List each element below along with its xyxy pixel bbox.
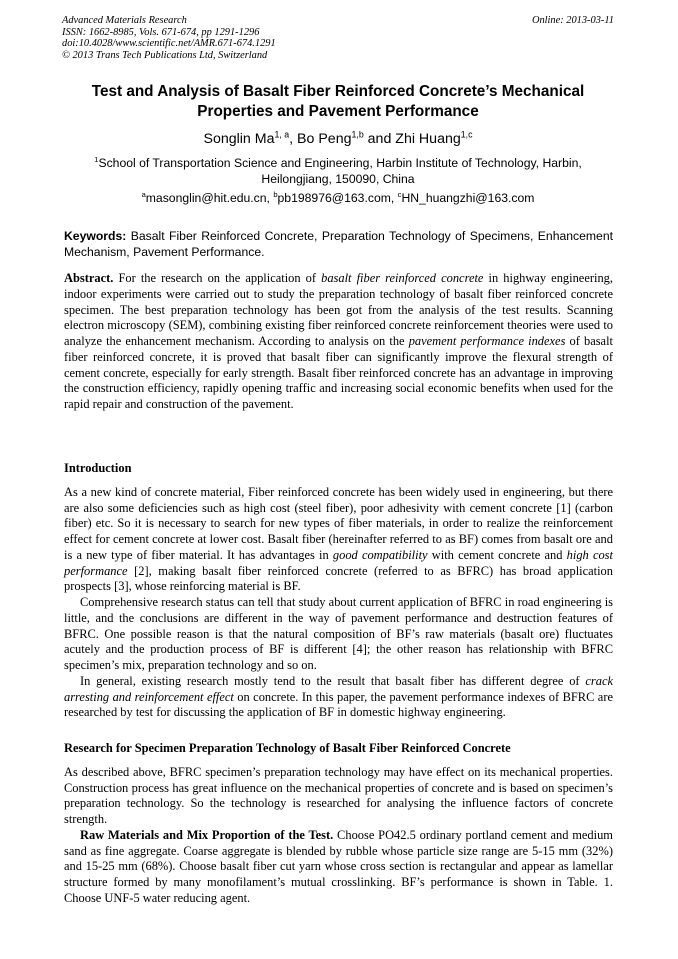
research-paragraph-2 bbox=[64, 828, 613, 907]
intro-paragraph-1 bbox=[64, 485, 613, 595]
intro-paragraph-3 bbox=[64, 674, 613, 721]
affiliation-sup: 1 bbox=[94, 154, 99, 164]
research-p2-label: Raw Materials and Mix Proportion of the Test. bbox=[80, 827, 334, 842]
title-line-2: Properties and Pavement Performance bbox=[197, 102, 479, 120]
copyright-line: © 2013 Trans Tech Publications Ltd, Switzerland bbox=[62, 49, 268, 61]
email-c-sup: c bbox=[397, 189, 402, 199]
paper-title bbox=[62, 82, 614, 121]
online-date: Online: 2013-03-11 bbox=[531, 15, 614, 26]
author-3-sup: 1,c bbox=[460, 129, 473, 140]
abstract bbox=[64, 271, 613, 413]
author-emails bbox=[62, 191, 614, 206]
research-paragraph-1: As described above, BFRC specimen’s preparation technology may have effect on its mechanical properties. Construction process has great influence on the mechanical properties of concrete and is based on specimen’s preparation technology. So the technology is researched for analysing the influence factors of concrete strength. bbox=[64, 764, 613, 826]
author-1-sup: 1, a bbox=[274, 129, 290, 140]
affiliation-line-1: School of Transportation Science and Engineering, Harbin Institute of Technology, Harbin, bbox=[98, 156, 582, 170]
abstract-italic-2: pavement performance indexes bbox=[408, 334, 566, 348]
affiliation-line-2: Heilongjiang, 150090, China bbox=[261, 171, 415, 186]
intro-p1-text-1: As a new kind of concrete material, Fiber reinforced concrete has been widely used in engineering, but there are also some deficiencies such as high cost (steel fiber), poor adhesivity with cement concrete [1] (carbon fiber) etc. So it is necessary to search for new types of fiber materials, in order to realize the reinforcement effect for cement concrete at lower cost. Basalt fiber (hereinafter referred to as BF) comes from basalt ore and is a new type of fiber material. It has advantages in bbox=[64, 484, 613, 562]
author-1: Songlin Ma bbox=[203, 131, 275, 147]
research-heading: Research for Specimen Preparation Technology of Basalt Fiber Reinforced Concrete bbox=[64, 741, 511, 755]
abstract-label: Abstract. bbox=[64, 271, 114, 285]
abstract-italic-1: basalt fiber reinforced concrete bbox=[321, 271, 484, 285]
keywords-text: Basalt Fiber Reinforced Concrete, Preparation Technology of Specimens, Enhancement Mechanism, Pavement Performance. bbox=[64, 229, 613, 259]
research-section bbox=[64, 741, 613, 907]
journal-header bbox=[62, 15, 614, 61]
email-b: pb198976@163.com, bbox=[277, 191, 398, 205]
intro-paragraph-2: Comprehensive research status can tell that study about current application of BFRC in road engineering is little, and the conclusions are different in the way of pavement performance and destruction features of BFRC. One possible reason is that the natural composition of BF’s raw materials (basalt ore) fluctuates acutely and the production process of BF is different [4]; the other reason has relationship with BFRC specimen’s mix, preparation technology and so on. bbox=[64, 595, 613, 672]
keywords-label: Keywords: bbox=[64, 229, 127, 243]
author-3: and Zhi Huang bbox=[367, 131, 461, 147]
title-line-1: Test and Analysis of Basalt Fiber Reinforced Concrete’s Mechanical bbox=[91, 83, 585, 100]
email-a-sup: a bbox=[141, 189, 146, 199]
author-2-sup: 1,b bbox=[351, 129, 364, 140]
author-list bbox=[62, 130, 614, 148]
intro-p1-text-3: [2], making basalt fiber reinforced concrete (referred to as BFRC) has broad application prospects [3], whose reinforcing material is BF. bbox=[64, 563, 613, 594]
email-a: masonglin@hit.edu.cn, bbox=[145, 191, 274, 205]
introduction-heading: Introduction bbox=[64, 461, 132, 475]
issn-line: ISSN: 1662-8985, Vols. 671-674, pp 1291-1296 bbox=[62, 26, 260, 38]
keywords bbox=[64, 229, 613, 260]
author-2: , Bo Peng bbox=[289, 131, 352, 147]
affiliation bbox=[62, 156, 614, 187]
journal-name: Advanced Materials Research bbox=[62, 15, 187, 26]
introduction-section bbox=[64, 461, 613, 721]
intro-p3-text-2: on concrete. In this paper, the pavement performance indexes of BFRC are researched by test for discussing the application of BF in domestic highway engineering. bbox=[64, 689, 613, 720]
email-c: HN_huangzhi@163.com bbox=[401, 191, 535, 205]
intro-p1-italic-2: high cost performance bbox=[64, 547, 613, 578]
email-b-sup: b bbox=[273, 189, 278, 199]
intro-p3-text-1: In general, existing research mostly tend to the result that basalt fiber has different degree of bbox=[80, 673, 586, 688]
intro-p3-italic-1: crack arresting and reinforcement effect bbox=[64, 673, 613, 704]
doi-line: doi:10.4028/www.scientific.net/AMR.671-674.1291 bbox=[62, 38, 276, 50]
research-p2-text: Choose PO42.5 ordinary portland cement and medium sand as fine aggregate. Coarse aggregate is blended by rubble whose particle size range are 5-15 mm (32%) and 15-25 mm (68%). Choose basalt fiber cut yarn whose cross section is rectangular and appear as lamellar structure formed by many monofilament’s mutual crosslinking. BF’s performance is shown in Table. 1. Choose UNF-5 water reducing agent. bbox=[64, 827, 613, 905]
intro-p1-text-2: with cement concrete and bbox=[427, 547, 567, 562]
abstract-text-3: of basalt fiber reinforced concrete, it is proved that basalt fiber can significantly improve the flexural strength of cement concrete, especially for early strength. Basalt fiber reinforced concrete has an advantage in improving the construction efficiency, rapidly opening traffic and increasing social economic benefits when used for the rapid repair and construction of the pavement. bbox=[64, 334, 613, 411]
abstract-text-2: in highway engineering, indoor experiments were carried out to study the preparation technology of basalt fiber reinforced concrete specimen. The best preparation technology has been got from the analysis of the test results. Scanning electron microscopy (SEM), combining existing fiber reinforced concrete reinforcement theories were used to analyze the enhancement mechanism. According to analysis on the bbox=[64, 271, 613, 348]
abstract-text-1: For the research on the application of bbox=[113, 271, 322, 285]
intro-p1-italic-1: good compatibility bbox=[332, 547, 428, 562]
